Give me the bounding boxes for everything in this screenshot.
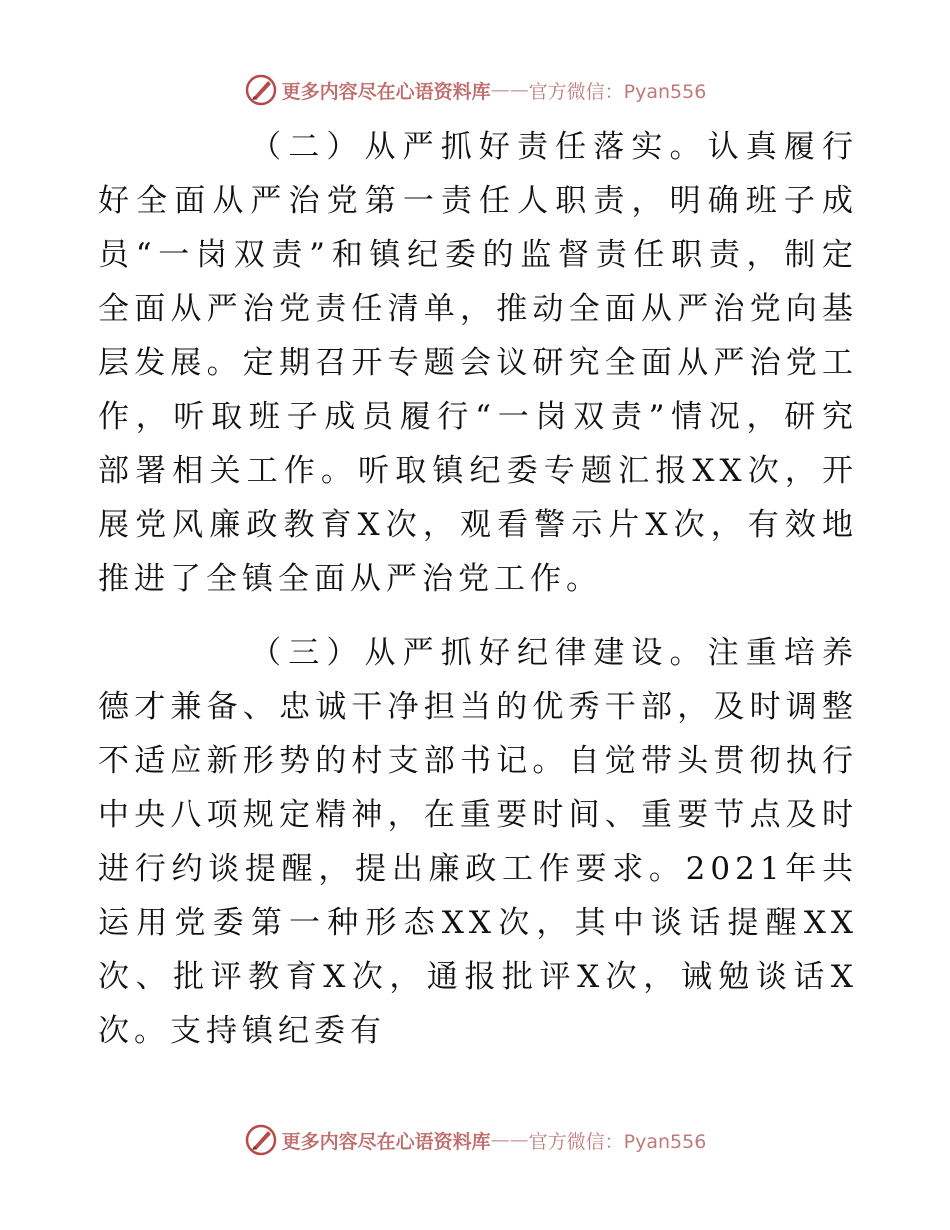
- banner-separator: ——: [490, 79, 529, 101]
- paragraph-text: （二）从严抓好责任落实。认真履行好全面从严治党第一责任人职责，明确班子成员“一岗双责”和镇纪委的监督责任职责，制定全面从严治党责任清单，推动全面从严治党向基层发展。定期召开专题会议研究全面从严治党工作，听取班子成员履行“一岗双责”情况，研究部署相关工作。听取镇纪委专题汇报XX次，开展党风廉政教育X次，观看警示片X次，有效地推进了全镇全面从严治党工作。: [98, 129, 858, 597]
- footer-banner: [0, 1120, 950, 1160]
- banner-text: 更多内容尽在心语资料库: [281, 1130, 491, 1153]
- banner-wechat: 官方微信：Pyan556: [528, 80, 707, 103]
- banner-text: 更多内容尽在心语资料库: [281, 80, 491, 103]
- paragraph-text: （三）从严抓好纪律建设。注重培养德才兼备、忠诚干净担当的优秀干部，及时调整不适应新形势的村支部书记。自觉带头贯彻执行中央八项规定精神，在重要时间、重要节点及时进行约谈提醒，提出廉政工作要求。2021年共运用党委第一种形态XX次，其中谈话提醒XX次、批评教育X次，通报批评X次，诫勉谈话X次。支持镇纪委有: [98, 635, 858, 1049]
- paragraph-discipline: [98, 626, 858, 1058]
- banner-separator: ——: [490, 1129, 529, 1151]
- quill-pen-logo-icon: [244, 1123, 278, 1157]
- quill-pen-logo-icon: [244, 73, 278, 107]
- banner-wechat: 官方微信：Pyan556: [528, 1130, 707, 1153]
- header-banner: [0, 70, 950, 110]
- document-body: [98, 120, 858, 1058]
- paragraph-responsibility: [98, 120, 858, 606]
